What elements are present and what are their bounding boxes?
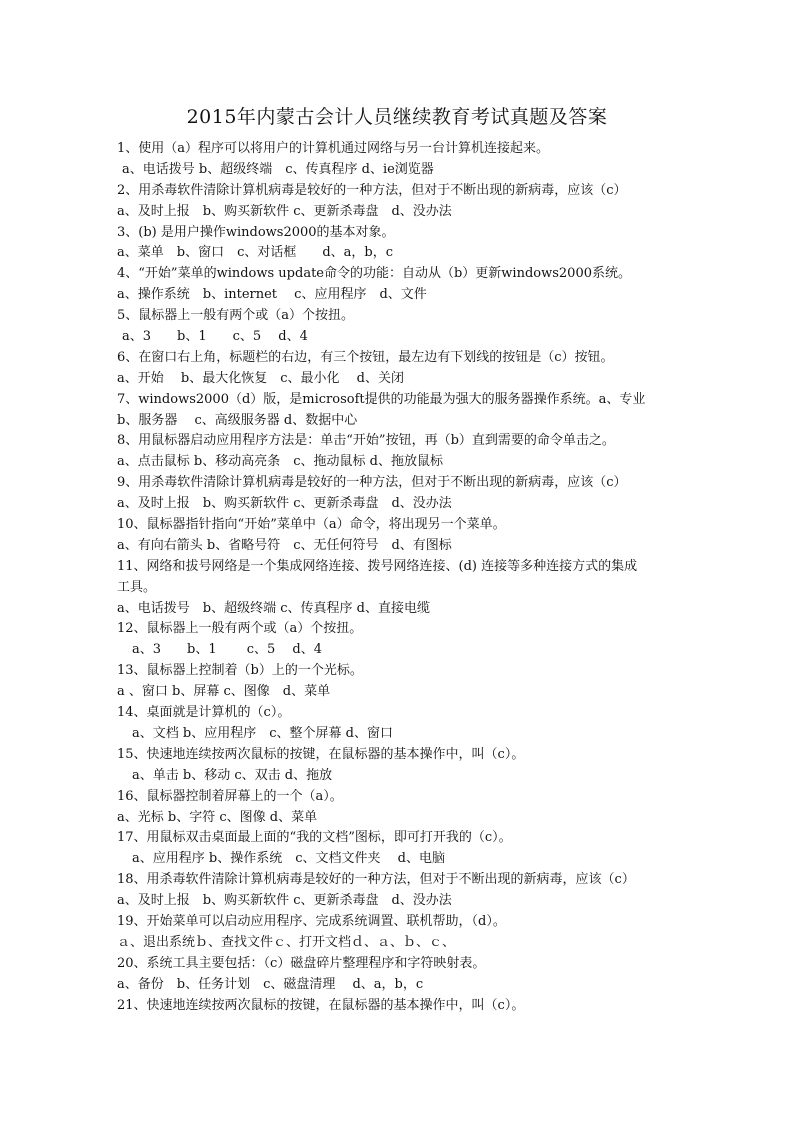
text-line: 20、系统工具主要包括：（c）磁盘碎片整理程序和字符映射表。 bbox=[117, 955, 486, 971]
text-line: 2、用杀毒软件清除计算机病毒是较好的一种方法，但对于不断出现的新病毒，应该（c） bbox=[117, 182, 627, 198]
text-line: a、有向右箭头 b、省略号符 c、无任何符号 d、有图标 bbox=[117, 537, 452, 553]
text-line: 10、鼠标器指针指向“开始”菜单中（a）命令，将出现另一个菜单。 bbox=[117, 517, 506, 533]
text-line: a、光标 b、字符 c、图像 d、菜单 bbox=[117, 809, 318, 825]
text-line: 16、鼠标器控制着屏幕上的一个（a）。 bbox=[117, 788, 343, 804]
text-line: a、菜单 b、窗口 c、对话框 d、a，b，c bbox=[117, 245, 394, 261]
text-line: 19、开始菜单可以启动应用程序、完成系统调置、联机帮助，（d）。 bbox=[117, 913, 506, 929]
text-line: 14、桌面就是计算机的（c）。 bbox=[117, 705, 291, 721]
text-line: ａ、退出系统ｂ、查找文件ｃ、打开文档ｄ、ａ、ｂ、ｃ、 bbox=[117, 934, 456, 950]
text-line: a、开始 b、最大化恢复 c、最小化 d、关闭 bbox=[117, 370, 404, 386]
text-line: 6、在窗口右上角，标题栏的右边，有三个按钮，最左边有下划线的按钮是（c）按钮。 bbox=[117, 349, 614, 365]
text-line: 工具。 bbox=[117, 579, 157, 595]
text-line: 21、快速地连续按两次鼠标的按键，在鼠标器的基本操作中，叫（c）。 bbox=[117, 997, 525, 1013]
text-line: a、应用程序 b、操作系统 c、文档文件夹 d、电脑 bbox=[132, 851, 445, 867]
text-line: a、文档 b、应用程序 c、整个屏幕 d、窗口 bbox=[132, 725, 393, 741]
text-line: 8、用鼠标器启动应用程序方法是：单击“开始”按钮，再（b）直到需要的命令单击之。 bbox=[117, 433, 615, 449]
text-line: a、3 b、1 c、5 d、4 bbox=[122, 329, 308, 345]
text-line: a、单击 b、移动 c、双击 d、拖放 bbox=[132, 767, 333, 783]
text-line: a 、窗口 b、屏幕 c、图像 d、菜单 bbox=[117, 684, 331, 700]
document-title: 2015年内蒙古会计人员继续教育考试真题及答案 bbox=[186, 106, 608, 128]
text-line: a、操作系统 b、internet c、应用程序 d、文件 bbox=[117, 287, 427, 303]
text-line: 1、使用（a）程序可以将用户的计算机通过网络与另一台计算机连接起来。 bbox=[117, 141, 550, 156]
text-line: 9、用杀毒软件清除计算机病毒是较好的一种方法，但对于不断出现的新病毒，应该（c） bbox=[117, 475, 627, 491]
text-line: a、及时上报 b、购买新软件 c、更新杀毒盘 d、没办法 bbox=[117, 893, 452, 909]
text-line: 5、鼠标器上一般有两个或（a）个按扭。 bbox=[117, 308, 355, 324]
text-line: b、服务器 c、高级服务器 d、数据中心 bbox=[117, 412, 358, 428]
text-line: a、及时上报 b、购买新软件 c、更新杀毒盘 d、没办法 bbox=[117, 203, 452, 219]
text-line: 3、(b) 是用户操作windows2000的基本对象。 bbox=[117, 224, 395, 240]
text-line: a、备份 b、任务计划 c、磁盘清理 d、a，b，c bbox=[117, 976, 424, 992]
text-line: a、3 b、1 c、5 d、4 bbox=[132, 642, 323, 658]
text-line: 18、用杀毒软件清除计算机病毒是较好的一种方法，但对于不断出现的新病毒，应该（c） bbox=[117, 872, 635, 888]
text-line: 15、快速地连续按两次鼠标的按键，在鼠标器的基本操作中，叫（c）。 bbox=[117, 746, 525, 762]
text-line: 7、windows2000（d）版，是microsoft提供的功能最为强大的服务器操作系统。a、专业 bbox=[117, 391, 646, 407]
text-line: a、及时上报 b、购买新软件 c、更新杀毒盘 d、没办法 bbox=[117, 496, 452, 512]
text-line: 4、“开始”菜单的windows update命令的功能：自动从（b）更新windows2000系统。 bbox=[117, 266, 631, 282]
text-line: a、电话拨号 b、超级终端 c、传真程序 d、直接电缆 bbox=[117, 600, 430, 616]
text-line: 12、鼠标器上一般有两个或（a）个按扭。 bbox=[117, 621, 363, 637]
text-line: a、点击鼠标 b、移动高亮条 c、拖动鼠标 d、拖放鼠标 bbox=[117, 454, 443, 470]
text-line: 17、用鼠标双击桌面最上面的“我的文档”图标，即可打开我的（c）。 bbox=[117, 830, 512, 846]
text-line: a、电话拨号 b、超级终端 c、传真程序 d、ie浏览器 bbox=[122, 161, 434, 177]
text-line: 13、鼠标器上控制着（b）上的一个光标。 bbox=[117, 663, 363, 679]
question-list bbox=[117, 139, 687, 1016]
text-line: 11、网络和拔号网络是一个集成网络连接、拨号网络连接、(d) 连接等多种连接方式的集成 bbox=[117, 558, 638, 574]
